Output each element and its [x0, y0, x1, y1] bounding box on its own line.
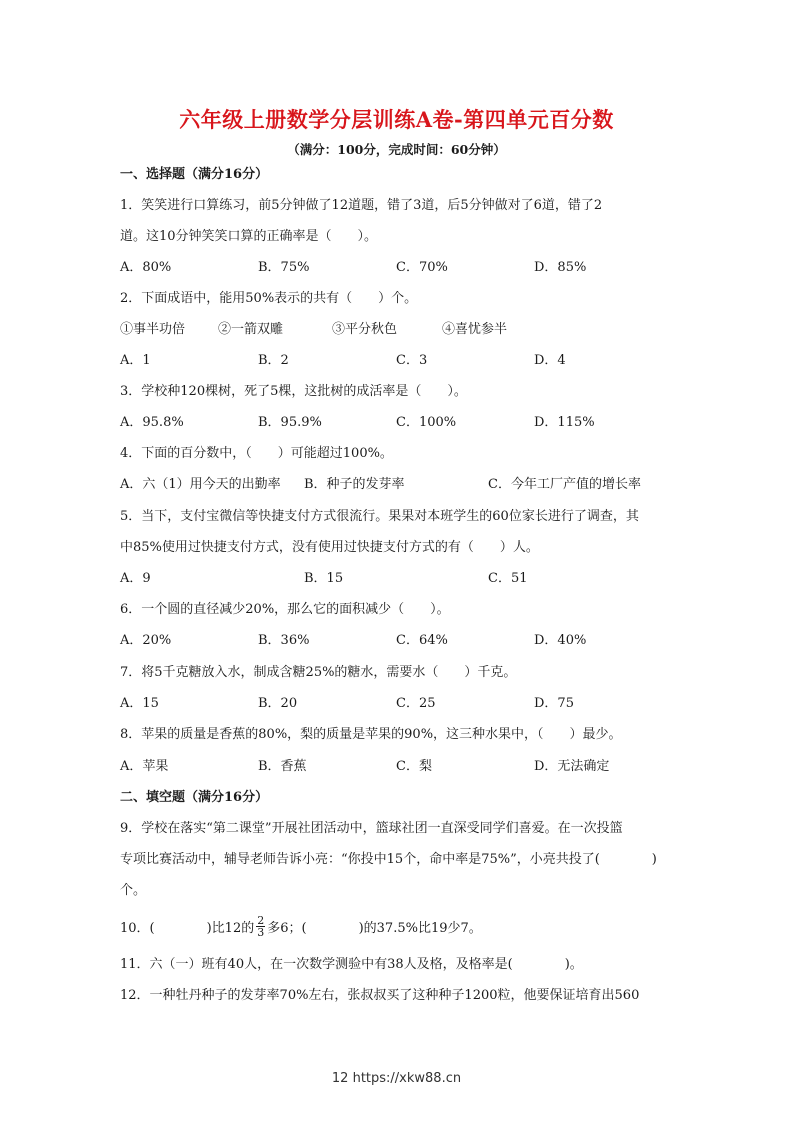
option-a: A．15 — [120, 696, 159, 711]
question-3-text: 3．学校种120棵树，死了5棵，这批树的成活率是（ ）。 — [120, 384, 467, 399]
option-d: D．无法确定 — [534, 759, 610, 774]
option-b: B．香蕉 — [258, 759, 307, 774]
section-heading-choice: 一、选择题（满分16分） — [120, 167, 269, 182]
option-c: C．64% — [396, 633, 448, 648]
option-c: C．梨 — [396, 759, 432, 774]
option-d: D．75 — [534, 696, 574, 711]
option-b: B．36% — [258, 633, 310, 648]
option-b: B．20 — [258, 696, 298, 711]
option-c: C．100% — [396, 415, 457, 430]
option-b: B．种子的发芽率 — [304, 477, 405, 492]
question-8-text: 8．苹果的质量是香蕉的80%，梨的质量是苹果的90%，这三种水果中，（ ）最少。 — [120, 727, 622, 742]
question-1-text-line1: 1．笑笑进行口算练习，前5分钟做了12道题，错了3道，后5分钟做对了6道，错了2 — [120, 198, 603, 213]
option-a: A．9 — [120, 571, 151, 586]
question-10-text-after: 多6；( )的37.5%比19少7。 — [267, 921, 482, 936]
page-footer: 12 https://xkw88.cn — [331, 1071, 462, 1086]
option-c: C．3 — [396, 353, 428, 368]
question-9-text-line3: 个。 — [120, 883, 147, 898]
question-1-text-line2: 道。这10分钟笑笑口算的正确率是（ ）。 — [120, 229, 378, 244]
option-a: A．20% — [120, 633, 172, 648]
idiom-1: ①事半功倍 — [120, 322, 186, 337]
option-b: B．95.9% — [258, 415, 322, 430]
fraction — [256, 915, 265, 938]
question-7-text: 7．将5千克糖放入水，制成含糖25%的糖水，需要水（ ）千克。 — [120, 665, 517, 680]
option-a: A．95.8% — [120, 415, 184, 430]
fraction-numerator: 2 — [257, 914, 265, 927]
fraction-denominator: 3 — [257, 926, 265, 939]
option-d: D．40% — [534, 633, 587, 648]
idiom-2: ②一箭双雕 — [218, 322, 284, 337]
option-d: D．85% — [534, 260, 587, 275]
section-heading-fill-in: 二、填空题（满分16分） — [120, 790, 269, 805]
option-a: A．1 — [120, 353, 151, 368]
option-a: A．苹果 — [120, 759, 169, 774]
option-c: C．25 — [396, 696, 436, 711]
page-subtitle: （满分：100分，完成时间：60分钟） — [287, 142, 506, 157]
question-9-text-line2: 专项比赛活动中，辅导老师告诉小亮：“你投中15个，命中率是75%”，小亮共投了( ) — [120, 852, 657, 867]
option-a: A．六（1）用今天的出勤率 — [120, 477, 281, 492]
question-5-text-line2: 中85%使用过快捷支付方式，没有使用过快捷支付方式的有（ ）人。 — [120, 540, 539, 555]
option-a: A．80% — [120, 260, 172, 275]
option-c: C．51 — [488, 571, 528, 586]
question-6-text: 6．一个圆的直径减少20%，那么它的面积减少（ ）。 — [120, 602, 450, 617]
option-d: D．115% — [534, 415, 595, 430]
option-c: C．70% — [396, 260, 448, 275]
option-b: B．2 — [258, 353, 289, 368]
question-10 — [120, 914, 680, 940]
option-c: C．今年工厂产值的增长率 — [488, 477, 641, 492]
page-title: 六年级上册数学分层训练A卷-第四单元百分数 — [179, 107, 614, 132]
option-b: B．75% — [258, 260, 310, 275]
option-b: B．15 — [304, 571, 344, 586]
idiom-3: ③平分秋色 — [332, 322, 398, 337]
idiom-4: ④喜忧参半 — [442, 322, 508, 337]
question-2-text: 2．下面成语中，能用50%表示的共有（ ）个。 — [120, 291, 418, 306]
question-5-text-line1: 5．当下，支付宝微信等快捷支付方式很流行。果果对本班学生的60位家长进行了调查，其 — [120, 509, 639, 524]
question-4-text: 4．下面的百分数中，（ ）可能超过100%。 — [120, 446, 393, 461]
question-10-text-before: 10．( )比12的 — [120, 921, 255, 936]
question-12-text: 12．一种牡丹种子的发芽率70%左右，张叔叔买了这种种子1200粒，他要保证培育出560 — [120, 988, 640, 1003]
option-d: D．4 — [534, 353, 566, 368]
question-9-text-line1: 9．学校在落实“第二课堂”开展社团活动中，篮球社团一直深受同学们喜爱。在一次投篮 — [120, 821, 623, 836]
question-11-text: 11．六（一）班有40人，在一次数学测验中有38人及格，及格率是( )。 — [120, 957, 583, 972]
